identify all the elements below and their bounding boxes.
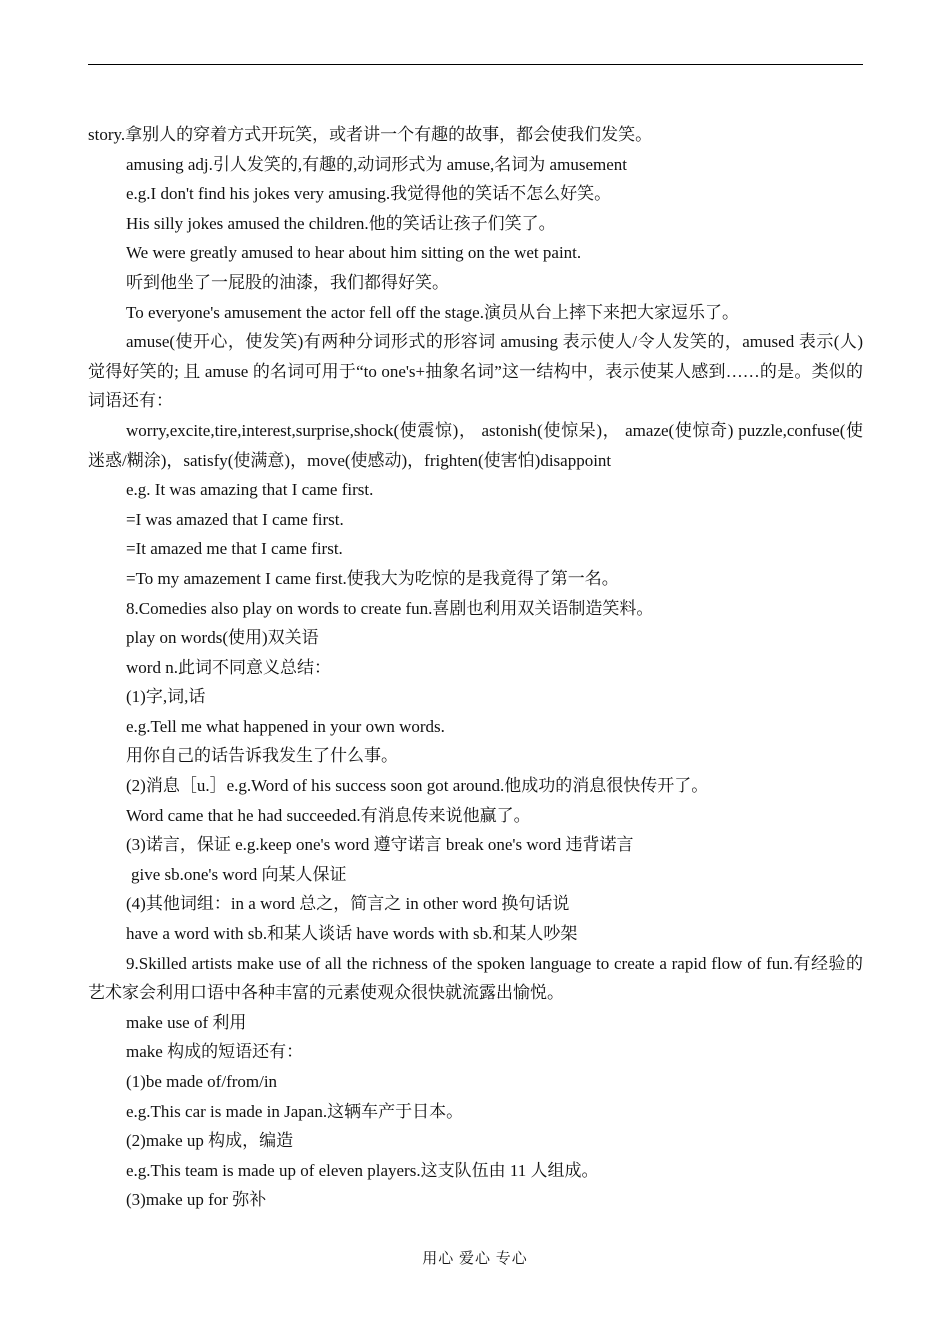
text-line: amusing adj.引人发笑的,有趣的,动词形式为 amuse,名词为 amusement bbox=[126, 154, 627, 174]
document-body bbox=[88, 120, 863, 1215]
text-line: make use of 利用 bbox=[126, 1012, 247, 1032]
text-line: e.g. It was amazing that I came first. bbox=[126, 480, 374, 500]
text-line: =It amazed me that I came first. bbox=[126, 539, 343, 559]
text-line: 用你自己的话告诉我发生了什么事。 bbox=[126, 746, 398, 766]
text-line: have a word with sb.和某人谈话 have words with sb.和某人吵架 bbox=[126, 924, 578, 944]
text-line: (4)其他词组：in a word 总之，简言之 in other word 换句话说 bbox=[126, 894, 570, 914]
text-line: (2)make up 构成，编造 bbox=[126, 1131, 294, 1151]
text-line: (3)make up for 弥补 bbox=[126, 1190, 267, 1210]
header-rule bbox=[88, 64, 863, 65]
text-line: make 构成的短语还有： bbox=[126, 1042, 304, 1062]
text-line: We were greatly amused to hear about him sitting on the wet paint. bbox=[126, 243, 582, 263]
text-paragraph: worry,excite,tire,interest,surprise,shock(使震惊)， astonish(使惊呆)， amaze(使惊奇) puzzle,confuse(使迷惑/糊涂)，satisfy(使满意)，move(使感动)，frighten(使害怕)disappoint bbox=[88, 420, 863, 470]
text-line: give sb.one's word 向某人保证 bbox=[131, 864, 347, 884]
text-line: e.g.This team is made up of eleven players.这支队伍由 11 人组成。 bbox=[126, 1160, 599, 1180]
text-line: 听到他坐了一屁股的油漆，我们都得好笑。 bbox=[126, 272, 449, 292]
text-line: story.拿别人的穿着方式开玩笑，或者讲一个有趣的故事，都会使我们发笑。 bbox=[88, 125, 653, 144]
text-line: e.g.This car is made in Japan.这辆车产于日本。 bbox=[126, 1101, 464, 1121]
text-line: word n.此词不同意义总结： bbox=[126, 657, 331, 677]
text-paragraph: amuse(使开心，使发笑)有两种分词形式的形容词 amusing 表示使人/令人发笑的，amused 表示(人)觉得好笑的; 且 amuse 的名词可用于“to one's+抽象名词”这一结构中，表示使某人感到……的是。类似的词语还有： bbox=[88, 332, 863, 411]
text-line: e.g.I don't find his jokes very amusing.我觉得他的笑话不怎么好笑。 bbox=[126, 184, 612, 204]
page-footer: 用心 爱心 专心 bbox=[422, 1251, 528, 1267]
text-line: (2)消息［u.］e.g.Word of his success soon got around.他成功的消息很快传开了。 bbox=[126, 776, 709, 796]
text-line: (3)诺言，保证 e.g.keep one's word 遵守诺言 break one's word 违背诺言 bbox=[126, 835, 634, 855]
text-line: =To my amazement I came first.使我大为吃惊的是我竟得了第一名。 bbox=[126, 568, 619, 588]
text-line: e.g.Tell me what happened in your own words. bbox=[126, 716, 445, 736]
text-line: His silly jokes amused the children.他的笑话让孩子们笑了。 bbox=[126, 213, 556, 233]
text-line: (1)be made of/from/in bbox=[126, 1072, 278, 1091]
text-line: Word came that he had succeeded.有消息传来说他赢了。 bbox=[126, 805, 531, 825]
text-line: play on words(使用)双关语 bbox=[126, 628, 319, 648]
text-line: =I was amazed that I came first. bbox=[126, 509, 344, 529]
text-paragraph: 9.Skilled artists make use of all the richness of the spoken language to create a rapid flow of fun.有经验的艺术家会利用口语中各种丰富的元素使观众很快就流露出愉悦。 bbox=[88, 953, 863, 1003]
text-line: (1)字,词,话 bbox=[126, 687, 206, 707]
text-line: 8.Comedies also play on words to create fun.喜剧也利用双关语制造笑料。 bbox=[126, 598, 654, 618]
text-line: To everyone's amusement the actor fell off the stage.演员从台上摔下来把大家逗乐了。 bbox=[126, 302, 739, 322]
